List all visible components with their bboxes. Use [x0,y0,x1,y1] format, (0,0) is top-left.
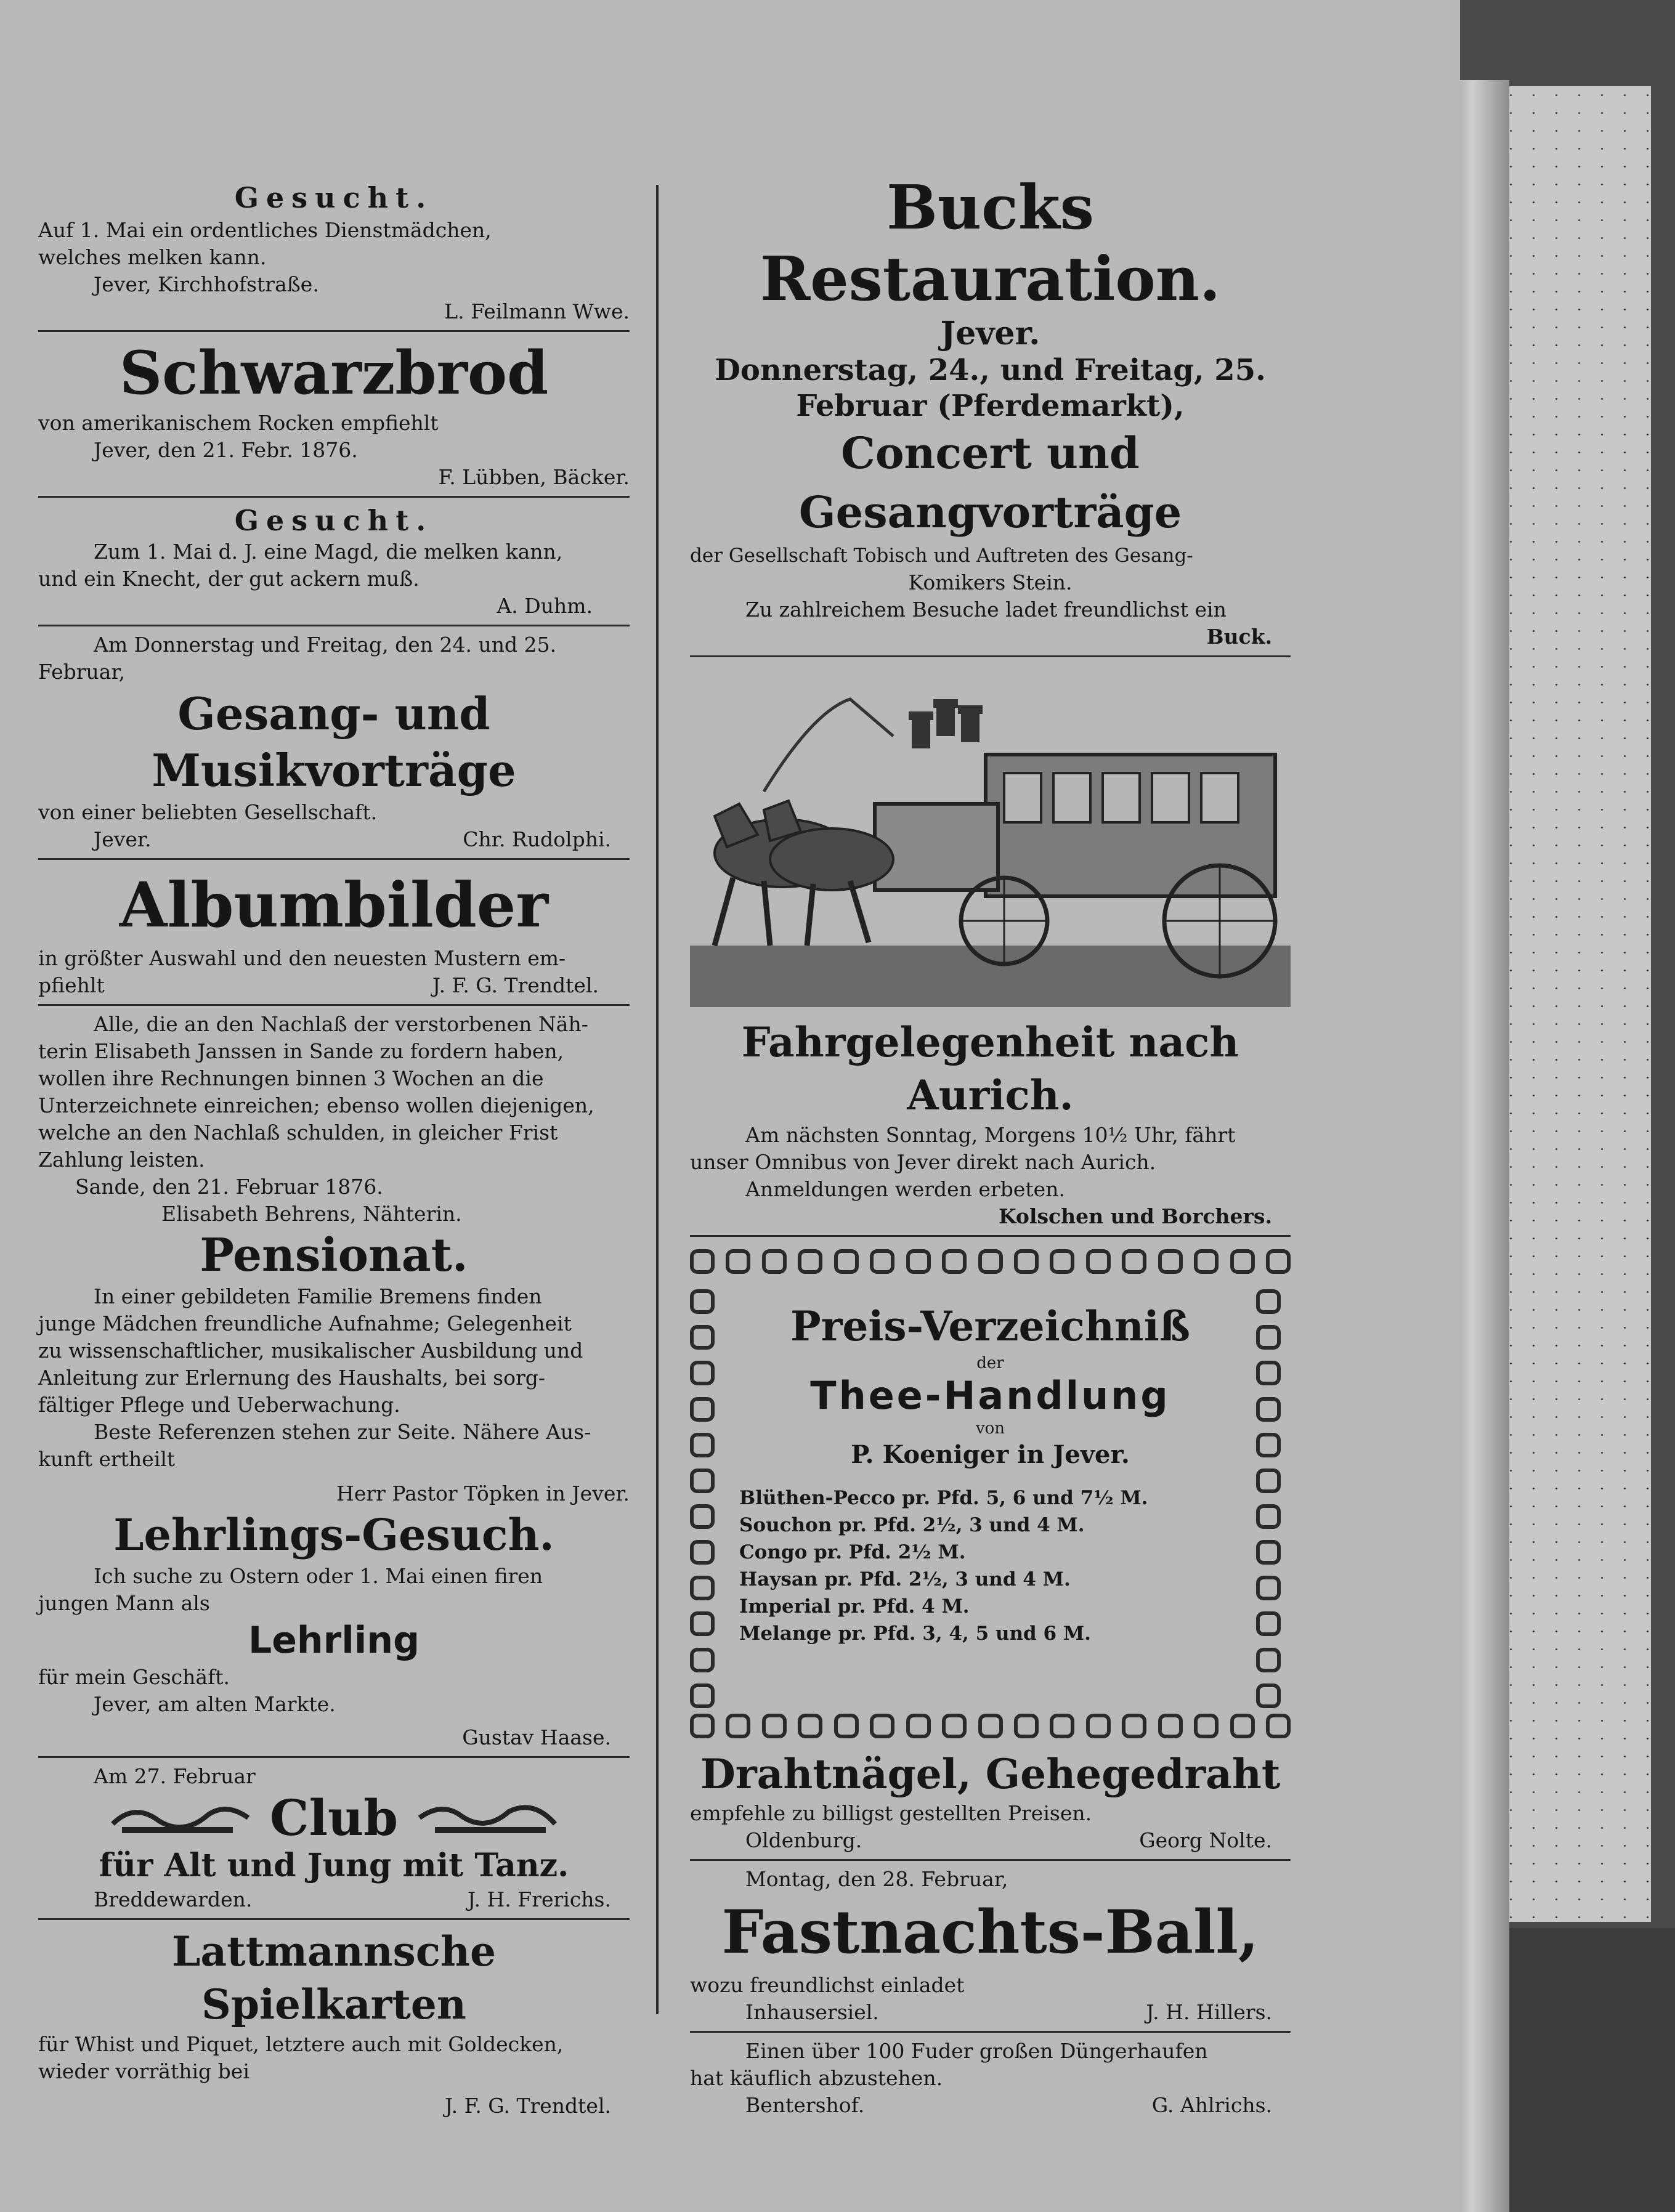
ad-place: Jever. [94,827,152,851]
ad-line: Zahlung leisten. [38,1148,205,1172]
bead-ornament-icon [906,1714,931,1738]
ad-line: Anleitung zur Erlernung des Haushalts, bei sorg- [38,1366,546,1390]
ad-place: Bentershof. [745,2093,865,2117]
ad-line: Februar (Pferdemarkt), [796,389,1185,423]
ad-line: Zu zahlreichem Besuche ladet freundlichst ein [745,598,1227,622]
bead-ornament-icon [906,1249,931,1274]
omnibus-illustration [690,662,1291,1013]
left-column [38,179,630,2120]
ad-signature: Gustav Haase. [462,1725,611,1749]
ad-line: der Gesellschaft Tobisch und Auftreten des Gesang- [690,545,1193,567]
ad-line: Donnerstag, 24., und Freitag, 25. [715,353,1266,387]
ad-signature: Elisabeth Behrens, Nähterin. [161,1202,462,1226]
ad-fastnachts-ball [690,1866,1291,2033]
bead-ornament-icon [1230,1714,1255,1738]
ad-divider [38,330,630,332]
ad-thee-handlung [690,1249,1291,1748]
bead-ornament-icon [870,1249,894,1274]
ad-line: Februar, [38,660,126,684]
ad-divider [38,625,630,626]
bead-ornament-icon [690,1714,715,1738]
ad-line: in größter Auswahl und den neuesten Mustern em- [38,946,566,970]
bead-ornament-icon [798,1714,822,1738]
ad-line: Am Donnerstag und Freitag, den 24. und 25. [94,633,557,657]
bead-ornament-icon [1266,1249,1291,1274]
ad-gesucht-magd [38,503,630,626]
ornament-right-icon [416,1796,558,1839]
bead-ornament-icon [1256,1540,1281,1565]
bead-ornament-icon [690,1249,715,1274]
ad-line: welches melken kann. [38,245,267,269]
bead-ornament-icon [762,1249,787,1274]
ad-drahtnaegel [690,1748,1291,1861]
ad-title: Lattmannsche Spielkarten [171,1927,497,2028]
ad-line: von amerikanischem Rocken empfiehlt [38,411,439,435]
ad-title: Bucks Restauration. [760,172,1221,315]
ad-signature: J. F. G. Trendtel. [432,973,599,997]
column-rule [656,185,659,2014]
ad-title: Club [269,1789,399,1847]
ad-line: fältiger Pflege und Ueberwachung. [38,1393,400,1417]
bead-ornament-icon [1014,1714,1039,1738]
ad-signature: A. Duhm. [497,594,593,618]
club-title-row [38,1790,630,1845]
price-item: Souchon pr. Pfd. 2½, 3 und 4 M. [739,1514,1085,1536]
ad-line: pfiehlt [38,973,105,997]
ad-albumbilder [38,865,630,1006]
price-item: Congo pr. Pfd. 2½ M. [739,1541,966,1563]
price-item: Imperial pr. Pfd. 4 M. [739,1595,970,1618]
bead-ornament-icon [690,1504,715,1529]
bead-ornament-icon [1086,1249,1111,1274]
bead-ornament-icon [1194,1249,1219,1274]
ad-gesucht-maid [38,179,630,332]
price-item: Melange pr. Pfd. 3, 4, 5 und 6 M. [739,1623,1091,1645]
price-item: Blüthen-Pecco pr. Pfd. 5, 6 und 7½ M. [739,1487,1148,1509]
ad-line: hat käuflich abzustehen. [690,2066,943,2090]
bead-ornament-icon [1158,1249,1183,1274]
ad-line: von [975,1419,1005,1438]
ad-line: der [976,1354,1004,1372]
bead-ornament-icon [1256,1611,1281,1636]
ad-title: Gesucht. [234,181,434,214]
bead-ornament-icon [726,1714,750,1738]
ad-line: Unterzeichnete einreichen; ebenso wollen diejenigen, [38,1093,594,1117]
bead-border-right [1256,1284,1291,1714]
bead-ornament-icon [1256,1325,1281,1350]
ad-signature: J. H. Frerichs. [467,1887,611,1911]
ad-title: Gesucht. [234,504,434,537]
ad-line: empfehle zu billigst gestellten Preisen. [690,1801,1092,1825]
ad-lehrling [38,1507,630,1758]
ad-gesang [38,631,630,860]
ad-title-2: Concert und Gesangvorträge [798,427,1182,538]
ad-line: Am 27. Februar [94,1764,256,1788]
bead-ornament-icon [942,1249,967,1274]
ad-place: Oldenburg. [745,1828,862,1852]
bead-ornament-icon [1050,1714,1074,1738]
ad-line: Alle, die an den Nachlaß der verstorbenen Näh- [94,1012,588,1036]
ad-title: Drahtnägel, Gehegedraht [700,1750,1281,1798]
bead-ornament-icon [1122,1714,1146,1738]
ad-pensionat [38,1228,630,1507]
ad-line: Einen über 100 Fuder großen Düngerhaufen [745,2039,1208,2063]
ad-line: wieder vorräthig bei [38,2059,249,2083]
ad-schwarzbrod [38,337,630,498]
bead-ornament-icon [1256,1361,1281,1385]
bead-ornament-icon [1256,1433,1281,1457]
ad-line: Auf 1. Mai ein ordentliches Dienstmädchen, [38,218,492,242]
ad-place: Breddewarden. [94,1887,253,1911]
ad-duengerhaufen [690,2038,1291,2119]
ad-signature: Herr Pastor Töpken in Jever. [336,1481,630,1505]
bead-ornament-icon [1050,1249,1074,1274]
ad-footer [38,972,630,999]
ad-line: jungen Mann als [38,1591,210,1615]
bead-ornament-icon [1230,1249,1255,1274]
bead-ornament-icon [690,1289,715,1314]
ad-line: Beste Referenzen stehen zur Seite. Nähere Aus- [94,1420,591,1444]
ad-fahrgelegenheit [690,662,1291,1237]
bead-ornament-icon [762,1714,787,1738]
ad-title: Albumbilder [119,869,549,941]
ad-line: Sande, den 21. Februar 1876. [75,1175,383,1199]
ad-divider [38,1756,630,1758]
bead-ornament-icon [1256,1648,1281,1672]
ad-line: Montag, den 28. Februar, [745,1867,1008,1891]
ad-line: Anmeldungen werden erbeten. [745,1177,1065,1201]
ad-signature: Chr. Rudolphi. [463,827,611,851]
ad-footer [690,1999,1291,2026]
bead-ornament-icon [798,1249,822,1274]
bead-ornament-icon [1158,1714,1183,1738]
bead-ornament-icon [690,1433,715,1457]
bead-ornament-icon [690,1397,715,1422]
ad-line: wollen ihre Rechnungen binnen 3 Wochen an die [38,1066,544,1090]
ad-line: unser Omnibus von Jever direkt nach Aurich. [690,1150,1156,1174]
ad-divider [690,655,1291,657]
bead-ornament-icon [690,1540,715,1565]
bead-ornament-icon [690,1648,715,1672]
ad-footer [690,1827,1291,1854]
bead-ornament-icon [690,1325,715,1350]
ad-signature: Kolschen und Borchers. [998,1204,1272,1228]
bead-border-left [690,1284,724,1714]
bead-ornament-icon [1256,1504,1281,1529]
ad-line: Jever, Kirchhofstraße. [94,272,319,296]
bead-ornament-icon [942,1714,967,1738]
ad-keyword: Lehrling [248,1619,420,1662]
ad-line: Ich suche zu Ostern oder 1. Mai einen firen [94,1564,543,1588]
bead-ornament-icon [690,1469,715,1493]
ad-divider [690,2031,1291,2033]
ad-footer [38,1886,630,1913]
ad-divider [38,858,630,860]
bead-ornament-icon [1194,1714,1219,1738]
ad-line: von einer beliebten Gesellschaft. [38,800,378,824]
bead-ornament-icon [690,1361,715,1385]
ad-line: und ein Knecht, der gut ackern muß. [38,567,420,591]
ad-title-2: Thee-Handlung [810,1373,1170,1418]
price-item: Haysan pr. Pfd. 2½, 3 und 4 M. [739,1568,1071,1590]
ad-spielkarten [38,1925,630,2120]
bead-ornament-icon [690,1611,715,1636]
ad-title: Gesang- und Musikvorträge [152,687,516,796]
ad-title: Lehrlings-Gesuch. [113,1509,554,1560]
ad-line: In einer gebildeten Familie Bremens finden [94,1284,542,1308]
bead-ornament-icon [870,1714,894,1738]
ad-line: für Whist und Piquet, letztere auch mit Goldecken, [38,2032,564,2056]
ad-signature: F. Lübben, Bäcker. [438,465,630,489]
bead-ornament-icon [690,1683,715,1708]
ad-line: Jever, am alten Markte. [94,1692,336,1716]
ad-signature: Buck. [1206,625,1272,649]
ad-line: junge Mädchen freundliche Aufnahme; Gelegenheit [38,1311,572,1335]
ad-line: für mein Geschäft. [38,1665,230,1689]
ad-bucks-restauration [690,172,1291,657]
ad-divider [38,1918,630,1920]
ad-line: Komikers Stein. [908,570,1073,594]
ad-signature: Georg Nolte. [1139,1828,1272,1852]
price-list-content [739,1298,1241,1647]
bead-ornament-icon [1086,1714,1111,1738]
ad-nachlass [38,1011,630,1228]
bead-ornament-icon [1256,1683,1281,1708]
ad-line: wozu freundlichst einladet [690,1973,965,1997]
ad-subtitle: für Alt und Jung mit Tanz. [99,1847,569,1884]
ad-owner: P. Koeniger in Jever. [851,1440,1130,1469]
right-column [690,172,1291,2119]
ad-title: Fastnachts-Ball, [721,1897,1259,1967]
ad-line: Jever, den 21. Febr. 1876. [94,438,358,462]
ad-footer [38,826,630,853]
ad-line: kunft ertheilt [38,1447,176,1471]
ad-place: Jever. [940,315,1040,352]
bead-ornament-icon [726,1249,750,1274]
ad-title: Preis-Verzeichniß [790,1302,1191,1350]
ad-divider [38,496,630,498]
ad-line: welche an den Nachlaß schulden, in gleicher Frist [38,1120,558,1144]
ad-line: zu wissenschaftlicher, musikalischer Ausbildung und [38,1339,583,1363]
bead-ornament-icon [1122,1249,1146,1274]
bead-ornament-icon [690,1576,715,1600]
ad-line: Am nächsten Sonntag, Morgens 10½ Uhr, fährt [745,1123,1236,1147]
ad-divider [690,1235,1291,1237]
ad-signature: J. F. G. Trendtel. [444,2094,611,2118]
bead-ornament-icon [1256,1397,1281,1422]
bead-ornament-icon [834,1249,859,1274]
ad-place: Inhausersiel. [745,2000,879,2024]
ad-signature: J. H. Hillers. [1146,2000,1272,2024]
bead-ornament-icon [978,1249,1003,1274]
ad-title: Fahrgelegenheit nach Aurich. [741,1018,1239,1119]
ad-title: Schwarzbrod [119,338,549,408]
ad-footer [690,2092,1291,2119]
bead-ornament-icon [1266,1714,1291,1738]
bead-ornament-icon [834,1714,859,1738]
ad-line: terin Elisabeth Janssen in Sande zu fordern haben, [38,1039,564,1063]
ad-title: Pensionat. [200,1229,468,1282]
bead-ornament-icon [978,1714,1003,1738]
ad-club [38,1763,630,1920]
ornament-left-icon [110,1796,251,1839]
ad-signature: G. Ahlrichs. [1151,2093,1272,2117]
ad-divider [690,1859,1291,1861]
bead-ornament-icon [1256,1469,1281,1493]
bead-border-top [690,1249,1291,1284]
bead-border-bottom [690,1714,1291,1748]
ad-signature: L. Feilmann Wwe. [444,299,630,323]
ad-divider [38,1004,630,1006]
bead-ornament-icon [1014,1249,1039,1274]
bead-ornament-icon [1256,1576,1281,1600]
bead-ornament-icon [1256,1289,1281,1314]
ad-line: Zum 1. Mai d. J. eine Magd, die melken kann, [94,540,563,564]
